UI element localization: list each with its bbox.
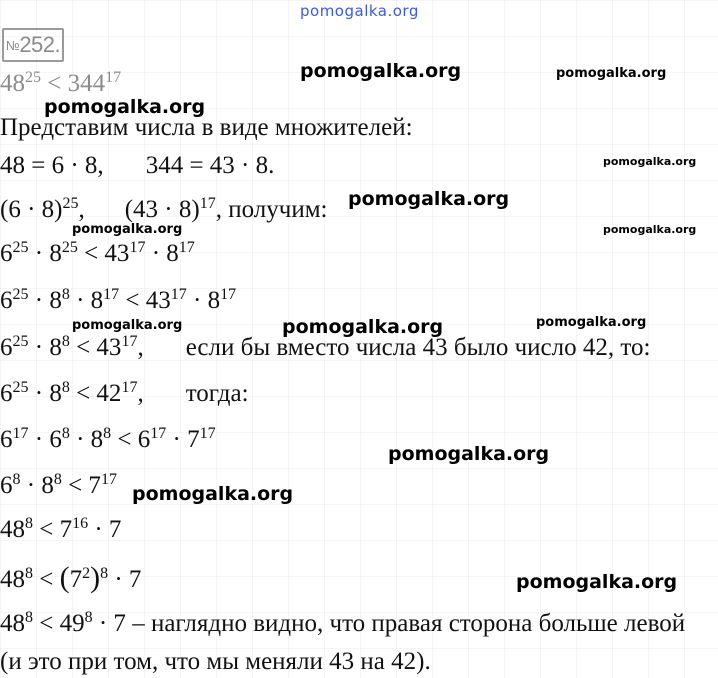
math-line-conclusion: $48^8 < 49^8 \cdot 7$ – наглядно видно, что правая сторона больше левой: [0, 609, 686, 637]
math-line-statement: $48^{25} < 344^{17}$: [0, 69, 122, 97]
math-line-step2: $6^{25} \cdot 8^8 \cdot 8^{17} < 43^{17} \cdot 8^{17}$: [0, 286, 237, 314]
watermark: pomogalka.org: [388, 443, 550, 465]
watermark: pomogalka.org: [72, 318, 183, 333]
text-conclusion: – наглядно видно, что правая сторона больше левой: [125, 610, 686, 637]
watermark: pomogalka.org: [556, 66, 667, 81]
watermark: pomogalka.org: [72, 222, 183, 237]
watermark: pomogalka.org: [44, 96, 206, 118]
math-line-step8: $48^8 < (7^2)^8 \cdot 7$: [0, 561, 142, 594]
text-intro: Представим числа в виде множителей:: [0, 114, 413, 141]
math-line-step3: $6^{25} \cdot 8^8 < 43^{17}$, если бы вместо числа 43 было число 42, то:: [0, 333, 651, 361]
watermark-top[interactable]: pomogalka.org: [300, 2, 419, 20]
watermark: pomogalka.org: [603, 155, 697, 168]
math-line-step4: $6^{25} \cdot 8^8 < 42^{17}$, тогда:: [0, 379, 249, 407]
text-note: (и это при том, что мы меняли 43 на 42).: [0, 648, 431, 675]
math-line-powers: $(6 \cdot 8)^{25}$, $(43 \cdot 8)^{17}$, получим:: [0, 195, 328, 223]
problem-number-value: 252.: [19, 32, 61, 57]
math-line-factorization: 48 = 6 · 8, 344 = 43 · 8.: [0, 152, 275, 179]
math-line-step1: $6^{25} \cdot 8^{25} < 43^{17} \cdot 8^{17}$: [0, 239, 195, 267]
math-line-step7: $48^8 < 7^{16} \cdot 7$: [0, 515, 122, 543]
watermark: pomogalka.org: [282, 316, 444, 338]
text-obtain: , получим:: [215, 196, 328, 223]
text-if-clause: если бы вместо числа 43 было число 42, то:: [185, 334, 651, 361]
watermark: pomogalka.org: [300, 60, 462, 82]
number-sign: №: [5, 38, 20, 53]
watermark: pomogalka.org: [536, 315, 647, 330]
math-line-step6: $6^8 \cdot 8^8 < 7^{17}$: [0, 471, 117, 499]
math-line-step5: $6^{17} \cdot 6^8 \cdot 8^8 < 6^{17} \cdot 7^{17}$: [0, 425, 216, 453]
watermark: pomogalka.org: [603, 223, 697, 236]
watermark: pomogalka.org: [516, 571, 678, 593]
text-then: тогда:: [185, 380, 249, 407]
watermark: pomogalka.org: [132, 483, 294, 505]
watermark: pomogalka.org: [348, 188, 510, 210]
problem-number: [2, 28, 64, 62]
